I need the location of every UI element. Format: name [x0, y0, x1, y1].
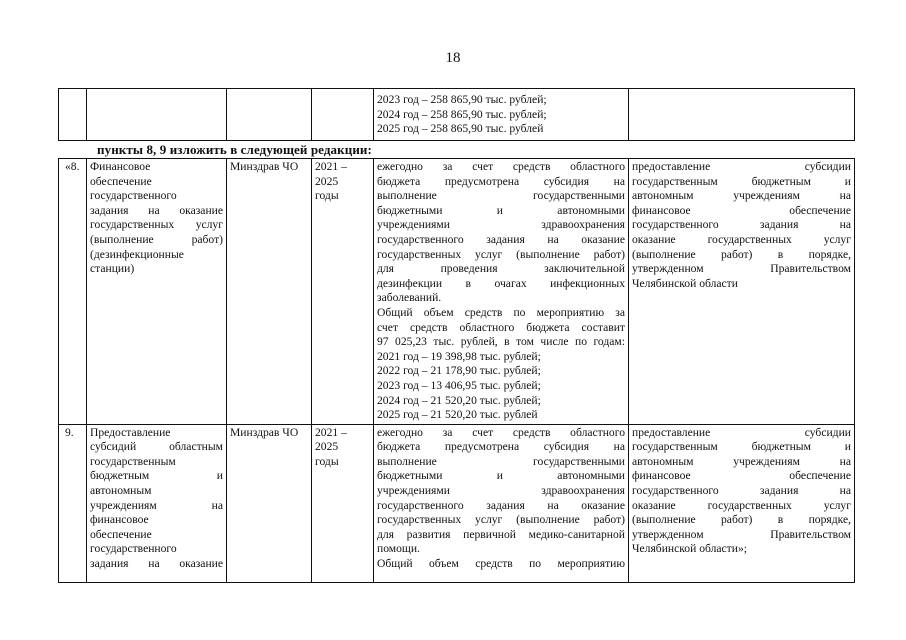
- cell-years: [312, 159, 374, 425]
- cell-num: 9.: [59, 424, 87, 582]
- text-line: Челябинской области: [632, 276, 738, 290]
- table-continuation: [58, 88, 855, 141]
- text-line: государственного задания на: [632, 218, 851, 232]
- text-line: 2022 год – 21 178,90 тыс. рублей;: [377, 364, 541, 378]
- text-line: ежегодно за счет средств областного: [377, 425, 625, 439]
- text-line: финансовое обеспечение: [632, 469, 851, 483]
- cell-years: [312, 89, 374, 141]
- cell-name: [87, 159, 227, 425]
- text-line: учреждениями здравоохранения: [377, 484, 625, 498]
- text-line: государственных услуг: [90, 218, 223, 232]
- text-line: 2025: [315, 174, 339, 188]
- text-line: автономным: [90, 484, 152, 498]
- text-line: для проведения заключительной: [377, 262, 625, 276]
- text-line: ежегодно за счет средств областного: [377, 160, 625, 173]
- text-line: счет средств областного бюджета составит: [377, 320, 625, 334]
- cell-years: [312, 424, 374, 582]
- text-line: 2021 год – 19 398,98 тыс. рублей;: [377, 349, 541, 363]
- text-line: Предоставление: [90, 425, 171, 439]
- text-line: обеспечение: [90, 527, 152, 541]
- text-line: 2024 год – 21 520,20 тыс. рублей;: [377, 393, 541, 407]
- text-line: автономным учреждениям на: [632, 454, 851, 468]
- text-line: оказание государственных услуг: [632, 498, 851, 512]
- cell-result: [629, 159, 855, 425]
- text-line: государственного: [90, 189, 177, 203]
- text-line: обеспечение: [90, 174, 152, 188]
- text-line: субсидий областным: [90, 440, 223, 454]
- text-line: 2021 –: [315, 425, 347, 439]
- table-row: [59, 89, 855, 141]
- cell-description: [374, 89, 629, 141]
- cell-name: [87, 89, 227, 141]
- cell-executor: Минздрав ЧО: [227, 159, 312, 425]
- text-line: государственного: [90, 542, 177, 556]
- text-line: утвержденном Правительством: [632, 262, 851, 276]
- text-line: государственным бюджетным и: [632, 440, 851, 454]
- text-line: заболеваний.: [377, 291, 442, 305]
- instruction-text: пункты 8, 9 изложить в следующей редакции:: [97, 142, 372, 157]
- text-line: дезинфекции в очагах инфекционных: [377, 276, 625, 290]
- text-line: бюджетным и: [90, 469, 223, 483]
- text-line: учреждениями здравоохранения: [377, 218, 625, 232]
- text-line: 2023 год – 13 406,95 тыс. рублей;: [377, 378, 541, 392]
- table-row-9: [59, 424, 855, 582]
- text-line: Общий объем средств по мероприятию: [377, 557, 625, 571]
- text-line: для развития первичной медико-санитарной: [377, 527, 625, 541]
- text-line: задания на оказание: [90, 557, 223, 571]
- cell-executor: [227, 89, 312, 141]
- text-line: выполнение государственными: [377, 189, 625, 203]
- text-line: Финансовое: [90, 160, 151, 173]
- cell-num: [59, 89, 87, 141]
- text-line: государственных услуг (выполнение работ): [377, 513, 625, 527]
- text-line: помощи.: [377, 542, 420, 556]
- cell-num: «8.: [59, 159, 87, 425]
- cell-executor: Минздрав ЧО: [227, 424, 312, 582]
- text-line: 2024 год – 258 865,90 тыс. рублей;: [377, 107, 547, 121]
- text-line: задания на оказание: [90, 203, 223, 217]
- text-line: финансовое обеспечение: [632, 203, 851, 217]
- text-line: автономным учреждениям на: [632, 189, 851, 203]
- text-line: финансовое: [90, 513, 149, 527]
- text-line: 2025 год – 258 865,90 тыс. рублей: [377, 122, 544, 136]
- text-line: государственным бюджетным и: [632, 174, 851, 188]
- text-line: государственного задания на оказание: [377, 232, 625, 246]
- text-line: оказание государственных услуг: [632, 232, 851, 246]
- text-line: бюджета предусмотрена субсидия на: [377, 174, 625, 188]
- page-number: 18: [445, 50, 461, 66]
- cell-description: [374, 159, 629, 425]
- text-line: бюджетными и автономными: [377, 203, 625, 217]
- text-line: государственного задания на: [632, 484, 851, 498]
- text-line: государственных услуг (выполнение работ): [377, 247, 625, 261]
- text-line: 2025 год – 21 520,20 тыс. рублей: [377, 408, 538, 422]
- table-row-8: [59, 159, 855, 425]
- text-line: 2021 –: [315, 160, 347, 173]
- text-line: государственного задания на оказание: [377, 498, 625, 512]
- text-line: утвержденном Правительством: [632, 527, 851, 541]
- text-line: выполнение государственными: [377, 454, 625, 468]
- text-line: годы: [315, 189, 339, 203]
- text-line: 2023 год – 258 865,90 тыс. рублей;: [377, 93, 547, 106]
- text-line: годы: [315, 454, 339, 468]
- text-line: предоставление субсидии: [632, 425, 851, 439]
- cell-name: [87, 424, 227, 582]
- text-line: станции): [90, 262, 135, 276]
- table-main: [58, 158, 855, 583]
- cell-result: [629, 424, 855, 582]
- cell-description: [374, 424, 629, 582]
- text-line: (выполнение работ) в порядке,: [632, 247, 851, 261]
- text-line: 2025: [315, 440, 339, 454]
- text-line: государственным: [90, 454, 176, 468]
- text-line: предоставление субсидии: [632, 160, 851, 173]
- cell-result: [629, 89, 855, 141]
- text-line: (выполнение работ) в порядке,: [632, 513, 851, 527]
- text-line: Общий объем средств по мероприятию за: [377, 305, 625, 319]
- text-line: учреждениям на: [90, 498, 223, 512]
- text-line: бюджетными и автономными: [377, 469, 625, 483]
- text-line: (дезинфекционные: [90, 247, 184, 261]
- text-line: 97 025,23 тыс. рублей, в том числе по годам:: [377, 335, 625, 349]
- text-line: (выполнение работ): [90, 232, 223, 246]
- text-line: Челябинской области»;: [632, 542, 747, 556]
- text-line: бюджета предусмотрена субсидия на: [377, 440, 625, 454]
